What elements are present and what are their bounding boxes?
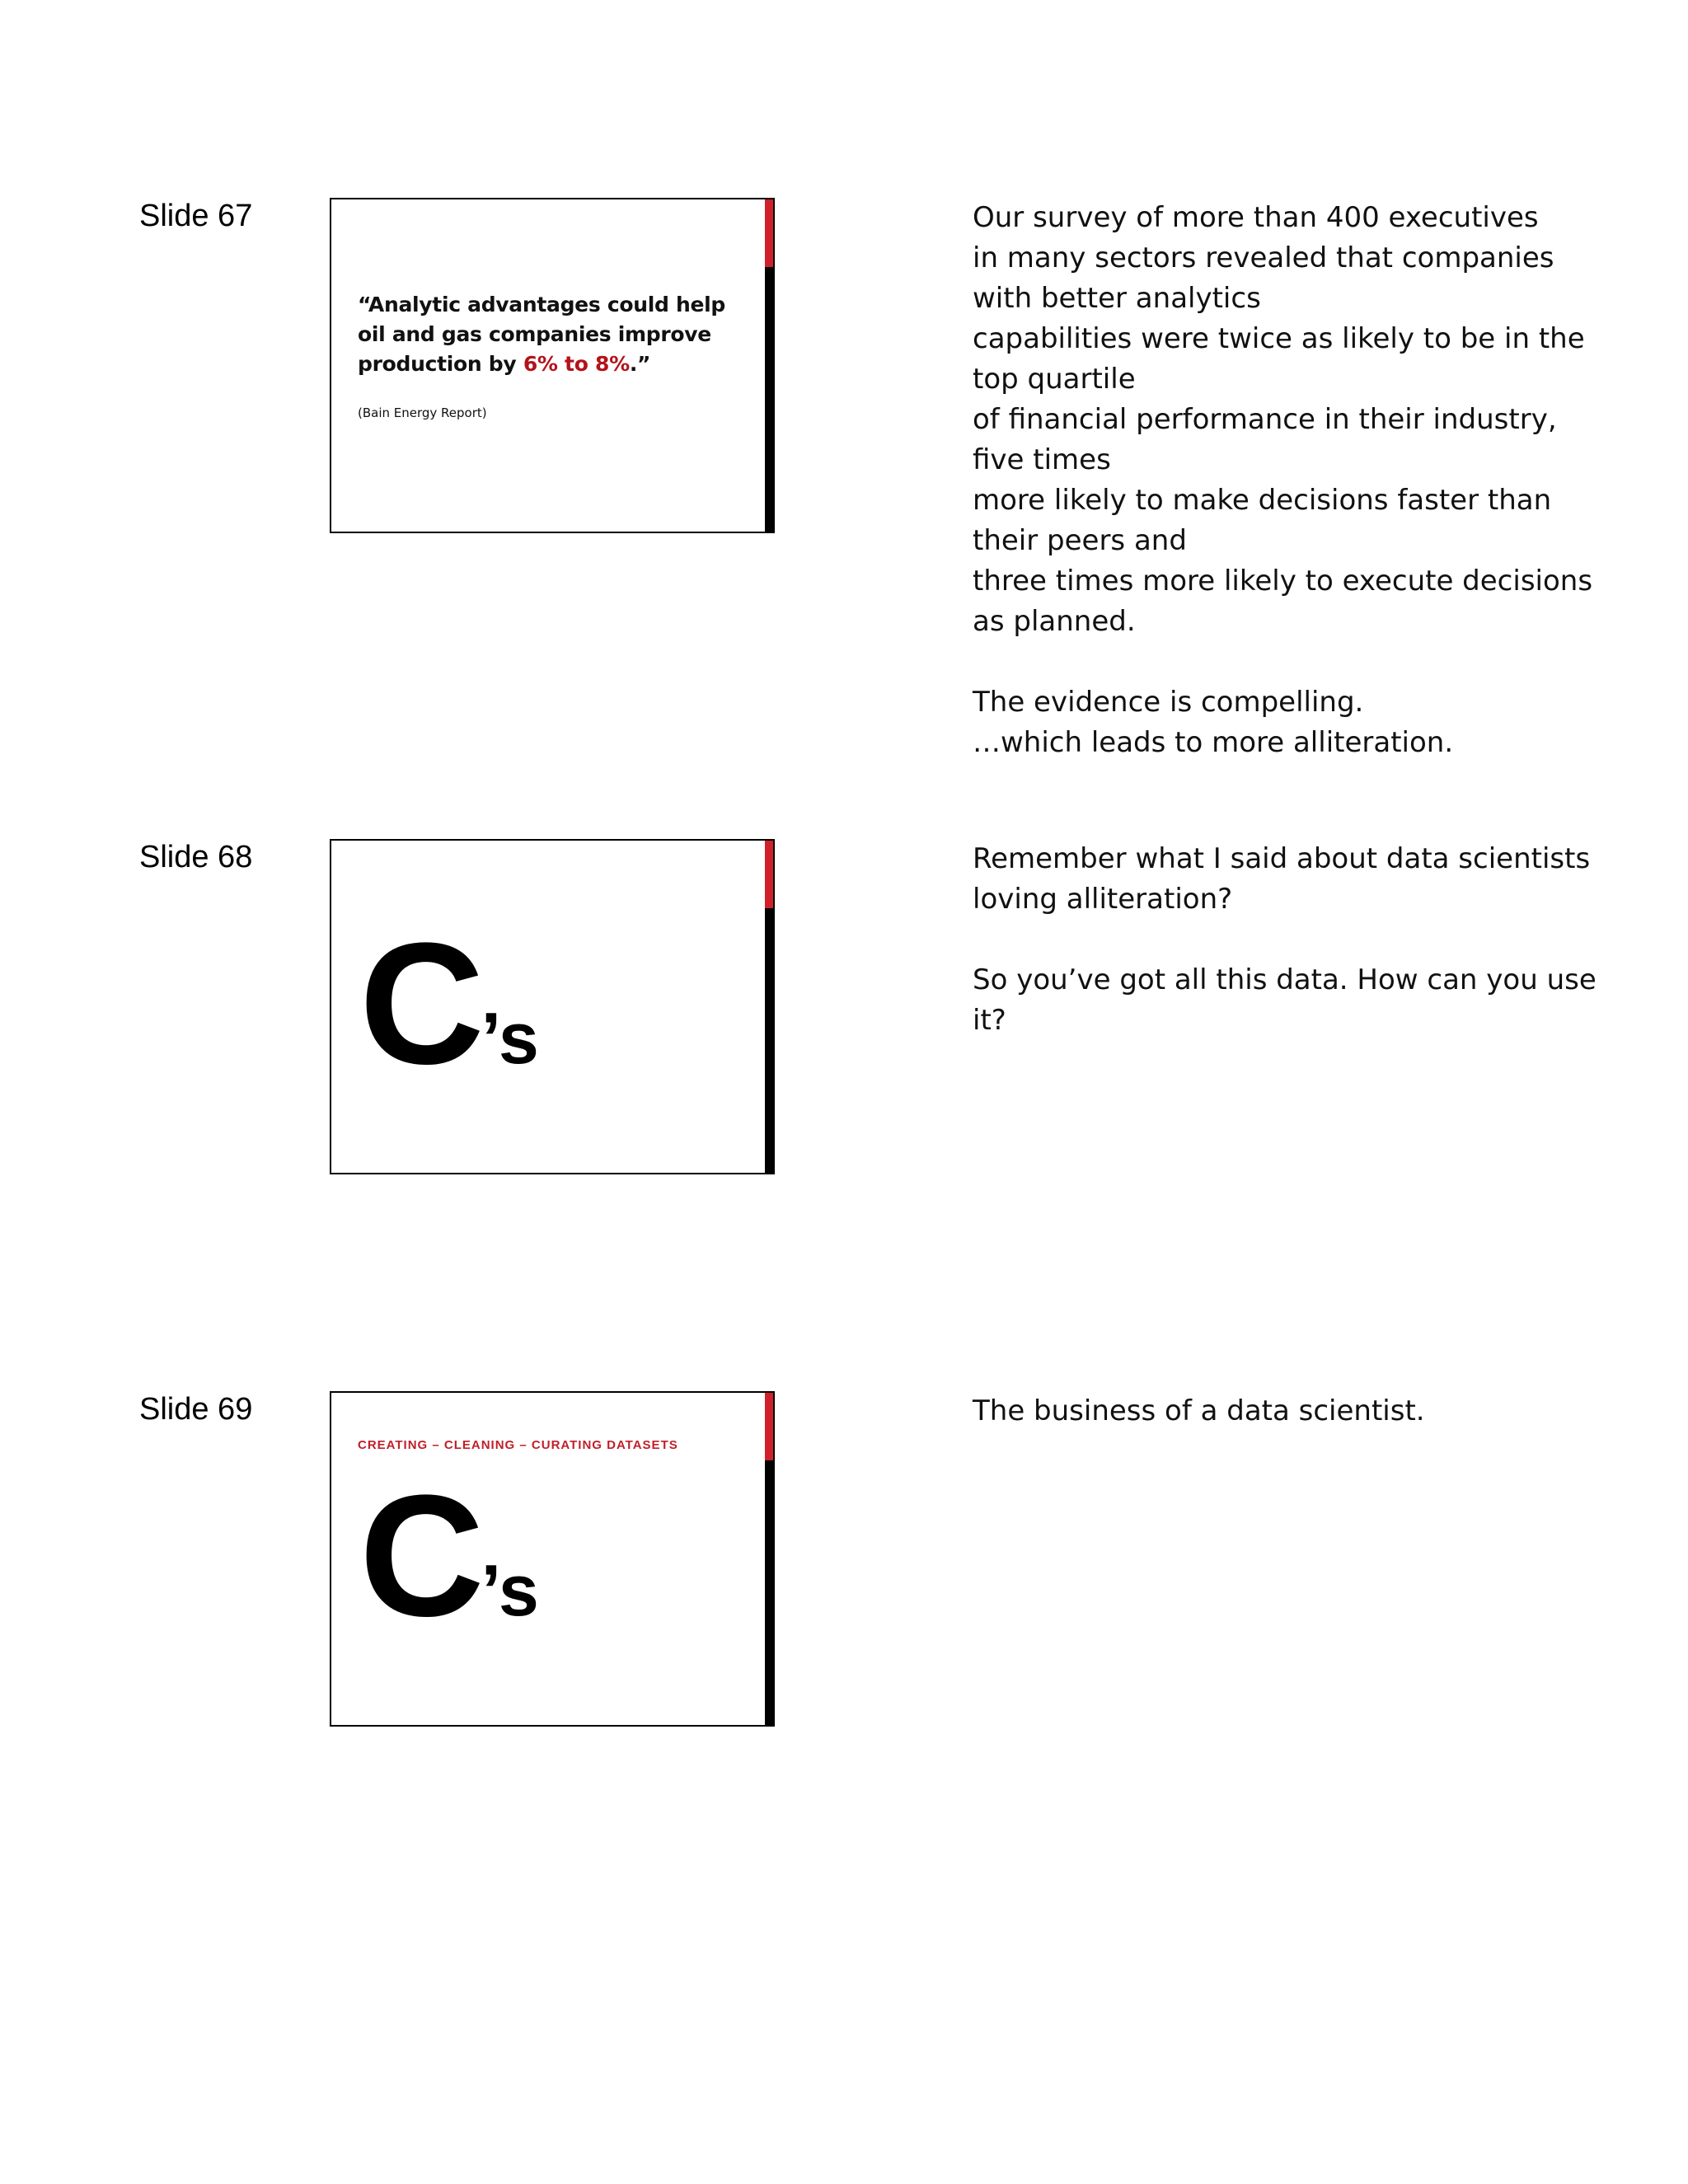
slide-thumbnail bbox=[330, 1391, 775, 1727]
slide-accent-bar bbox=[765, 841, 773, 908]
slide-label: Slide 68 bbox=[139, 840, 253, 874]
big-cs-heading bbox=[359, 1459, 539, 1652]
slide-thumbnail bbox=[330, 198, 775, 533]
quote-text: “Analytic advantages could help oil and gas companies improve production by bbox=[358, 293, 725, 376]
speaker-notes: Remember what I said about data scientists loving alliteration? So you’ve got all this data. How can you use it? bbox=[973, 842, 1597, 1037]
quote-highlight: 6% to 8% bbox=[523, 352, 630, 376]
slide-accent-bar bbox=[765, 199, 773, 267]
quote-end: .” bbox=[629, 352, 651, 376]
slide-label: Slide 69 bbox=[139, 1392, 253, 1427]
slide-thumbnail bbox=[330, 839, 775, 1174]
slide-quote bbox=[358, 290, 745, 379]
big-cs-heading bbox=[359, 907, 539, 1100]
big-s-suffix: ’s bbox=[481, 997, 539, 1079]
big-c-letter: C bbox=[359, 907, 481, 1100]
quote-source: (Bain Energy Report) bbox=[358, 405, 487, 420]
slide-label: Slide 67 bbox=[139, 199, 253, 233]
speaker-notes: The business of a data scientist. bbox=[973, 1394, 1425, 1427]
big-s-suffix: ’s bbox=[481, 1549, 539, 1631]
slide-kicker: CREATING – CLEANING – CURATING DATASETS bbox=[358, 1438, 678, 1452]
speaker-notes: Our survey of more than 400 executives in many sectors revealed that companies with better analytics capabilities were twice as likely to be in the top quartile of financial performance in their industry, five times more likely to make decisions faster than their peers and three times more likely to execute decisions as planned. The evidence is compelling. …which leads to more alliteration. bbox=[973, 201, 1593, 759]
slide-accent-bar bbox=[765, 1393, 773, 1460]
big-c-letter: C bbox=[359, 1459, 481, 1652]
